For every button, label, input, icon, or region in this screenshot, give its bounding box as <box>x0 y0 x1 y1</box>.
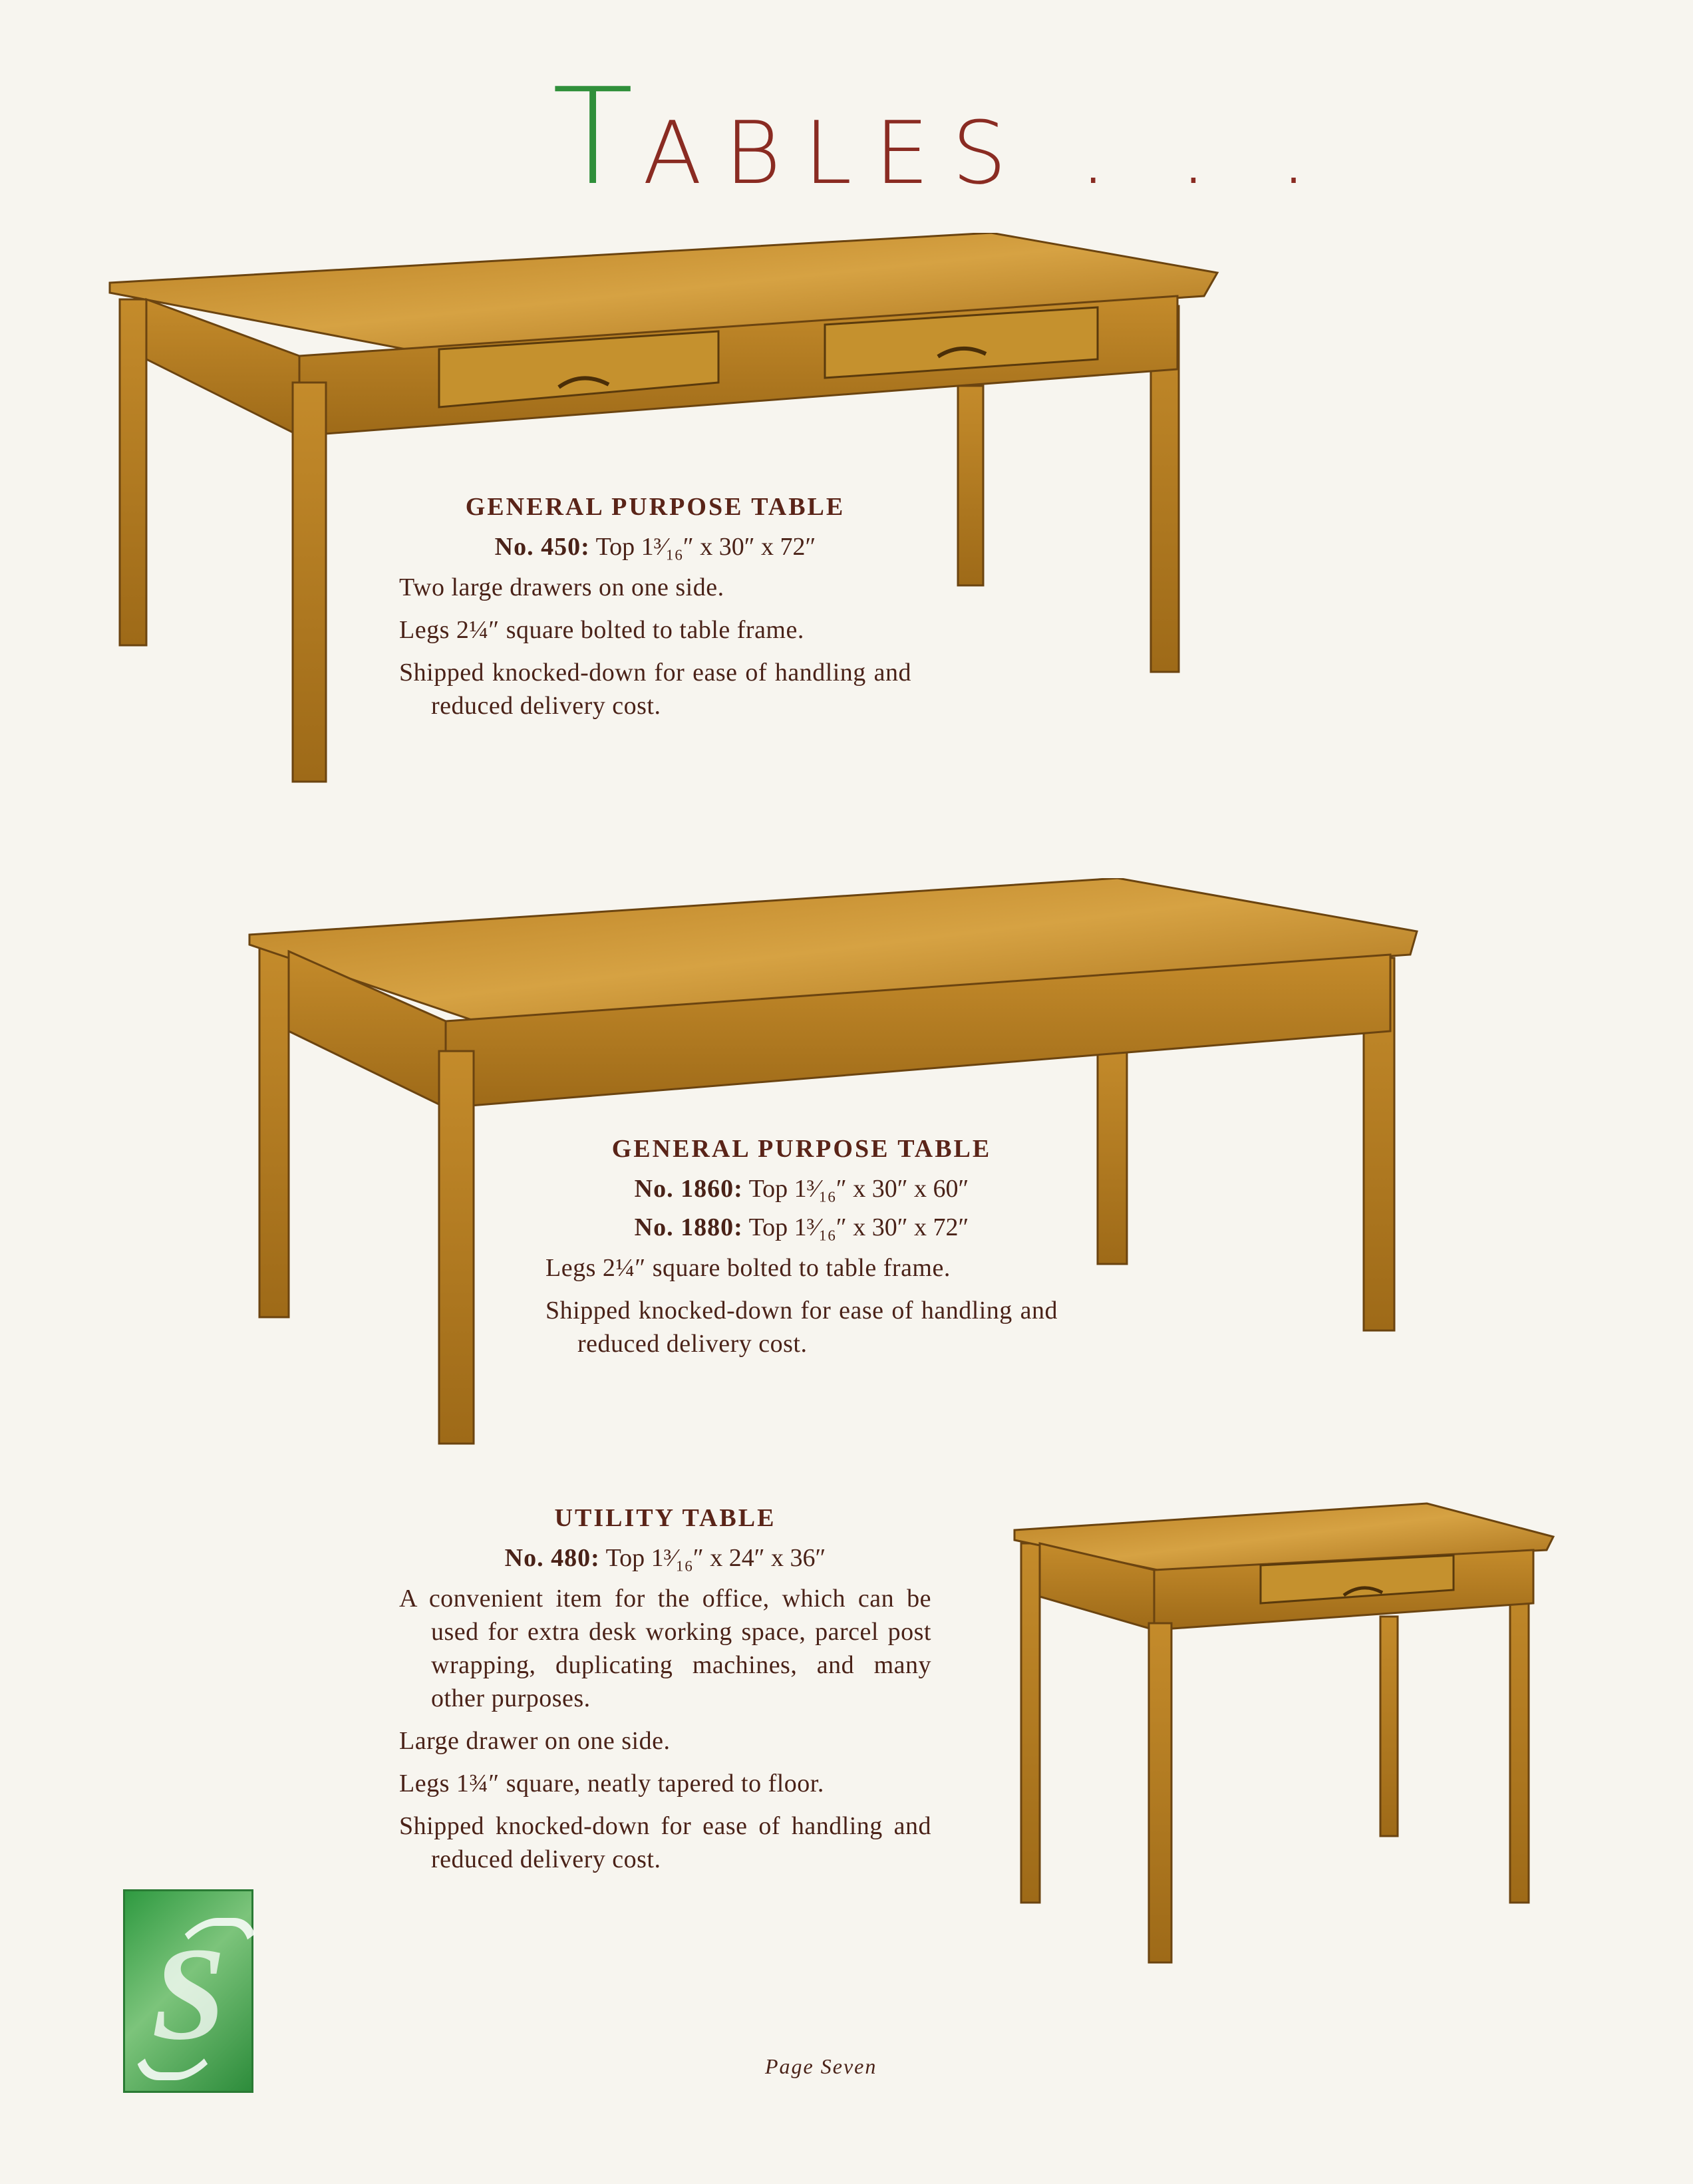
model-spec <box>545 1213 1058 1242</box>
feature-text: Two large drawers on one side. <box>399 573 724 601</box>
model-number: No. 450: <box>494 533 590 561</box>
model-number: No. 1860: <box>634 1175 743 1203</box>
title-initial: T <box>552 60 643 215</box>
product-heading: UTILITY TABLE <box>554 1504 776 1532</box>
feature-text: Large drawer on one side. <box>399 1727 671 1755</box>
model-dimensions: Top 1³⁄₁₆″ x 30″ x 72″ <box>748 1213 969 1241</box>
product-450-description <box>399 492 911 732</box>
model-spec <box>399 1543 931 1573</box>
model-dimensions: Top 1³⁄₁₆″ x 24″ x 36″ <box>605 1544 826 1572</box>
page-number: Page Seven <box>765 2054 877 2078</box>
feature-text: Legs 2¼″ square bolted to table frame. <box>545 1254 951 1282</box>
feature-text: Legs 1¾″ square, neatly tapered to floor. <box>399 1770 824 1797</box>
model-spec <box>545 1174 1058 1203</box>
feature-text: Legs 2¼″ square bolted to table frame. <box>399 616 804 644</box>
product-1860-description <box>545 1134 1058 1370</box>
product-heading: GENERAL PURPOSE TABLE <box>611 1135 992 1163</box>
model-number: No. 480: <box>504 1544 600 1572</box>
feature-text: Shipped knocked-down for ease of handling and reduced delivery cost. <box>399 659 911 720</box>
title-rest: ABLES . . . <box>643 102 1330 204</box>
product-480-description <box>399 1503 931 1885</box>
model-spec <box>399 532 911 561</box>
table-480-illustration <box>1008 1497 1560 1976</box>
model-number: No. 1880: <box>634 1213 743 1241</box>
page-title <box>552 60 1330 215</box>
product-heading: GENERAL PURPOSE TABLE <box>465 493 846 521</box>
model-dimensions: Top 1³⁄₁₆″ x 30″ x 72″ <box>595 533 816 561</box>
feature-text: Shipped knocked-down for ease of handling and reduced delivery cost. <box>545 1297 1058 1358</box>
feature-text: A convenient item for the office, which can be used for extra desk working space, parcel post wrapping, duplicating machines, and many other purposes. <box>399 1585 931 1712</box>
logo-letter-s: S <box>152 1921 226 2068</box>
company-logo <box>123 1889 253 2093</box>
feature-text: Shipped knocked-down for ease of handling and reduced delivery cost. <box>399 1812 931 1873</box>
model-dimensions: Top 1³⁄₁₆″ x 30″ x 60″ <box>748 1175 969 1203</box>
